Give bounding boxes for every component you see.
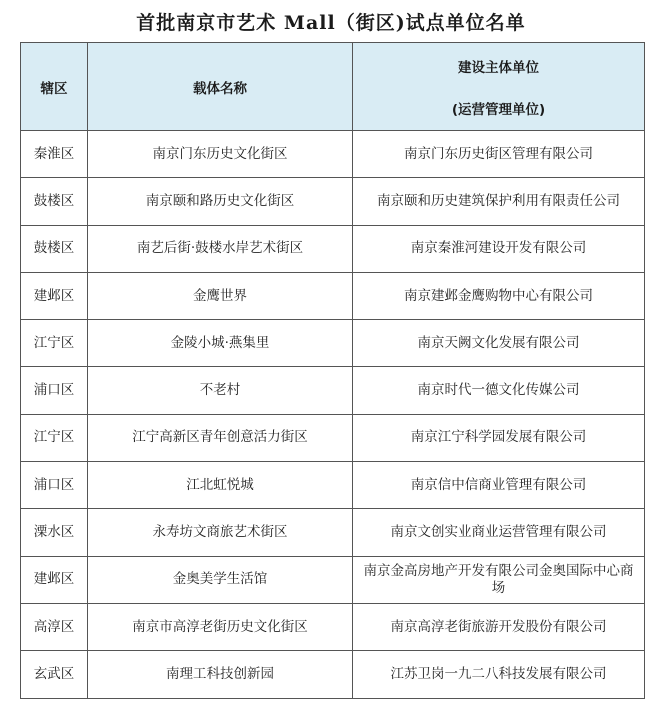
- header-operator: [353, 43, 645, 131]
- cell-carrier: 南京门东历史文化街区: [88, 131, 353, 178]
- cell-operator: 南京秦淮河建设开发有限公司: [353, 225, 645, 272]
- cell-operator: 南京金高房地产开发有限公司金奥国际中心商场: [353, 556, 645, 603]
- cell-district: 鼓楼区: [21, 225, 88, 272]
- cell-district: 鼓楼区: [21, 178, 88, 225]
- table-row: [21, 131, 645, 178]
- cell-district: 江宁区: [21, 414, 88, 461]
- header-operator-line1: 建设主体单位: [458, 59, 539, 76]
- cell-operator: 南京门东历史街区管理有限公司: [353, 131, 645, 178]
- table-row: [21, 556, 645, 603]
- cell-carrier: 江宁高新区青年创意活力街区: [88, 414, 353, 461]
- cell-district: 溧水区: [21, 509, 88, 556]
- table-row: [21, 603, 645, 650]
- table-row: [21, 225, 645, 272]
- cell-district: 秦淮区: [21, 131, 88, 178]
- cell-operator: 南京文创实业商业运营管理有限公司: [353, 509, 645, 556]
- header-carrier: 载体名称: [88, 43, 353, 131]
- cell-district: 江宁区: [21, 320, 88, 367]
- page-title: 首批南京市艺术 Mall（街区)试点单位名单: [136, 12, 526, 34]
- table-row: [21, 320, 645, 367]
- table-row: [21, 462, 645, 509]
- cell-operator: 江苏卫岗一九二八科技发展有限公司: [353, 651, 645, 698]
- cell-carrier: 金奥美学生活馆: [88, 556, 353, 603]
- cell-district: 建邺区: [21, 272, 88, 319]
- cell-carrier: 金鹰世界: [88, 272, 353, 319]
- cell-carrier: 南艺后街·鼓楼水岸艺术街区: [88, 225, 353, 272]
- table-row: [21, 651, 645, 698]
- cell-district: 浦口区: [21, 367, 88, 414]
- cell-carrier: 不老村: [88, 367, 353, 414]
- cell-district: 建邺区: [21, 556, 88, 603]
- cell-carrier: 南理工科技创新园: [88, 651, 353, 698]
- cell-district: 高淳区: [21, 603, 88, 650]
- cell-carrier: 金陵小城·燕集里: [88, 320, 353, 367]
- cell-district: 浦口区: [21, 462, 88, 509]
- table-row: [21, 414, 645, 461]
- cell-district: 玄武区: [21, 651, 88, 698]
- table-row: [21, 367, 645, 414]
- cell-operator: 南京天阙文化发展有限公司: [353, 320, 645, 367]
- cell-operator: 南京颐和历史建筑保护利用有限责任公司: [353, 178, 645, 225]
- cell-carrier: 永寿坊文商旅艺术街区: [88, 509, 353, 556]
- cell-operator: 南京时代一德文化传媒公司: [353, 367, 645, 414]
- cell-operator: 南京建邺金鹰购物中心有限公司: [353, 272, 645, 319]
- pilot-units-table: [20, 42, 645, 699]
- cell-carrier: 江北虹悦城: [88, 462, 353, 509]
- cell-operator: 南京信中信商业管理有限公司: [353, 462, 645, 509]
- table-row: [21, 272, 645, 319]
- cell-operator: 南京江宁科学园发展有限公司: [353, 414, 645, 461]
- cell-carrier: 南京颐和路历史文化街区: [88, 178, 353, 225]
- cell-carrier: 南京市高淳老街历史文化街区: [88, 603, 353, 650]
- table-row: [21, 509, 645, 556]
- header-district: 辖区: [21, 43, 88, 131]
- table-row: [21, 178, 645, 225]
- table-header-row: [21, 43, 645, 131]
- header-operator-line2: (运营管理单位): [451, 101, 546, 118]
- cell-operator: 南京高淳老街旅游开发股份有限公司: [353, 603, 645, 650]
